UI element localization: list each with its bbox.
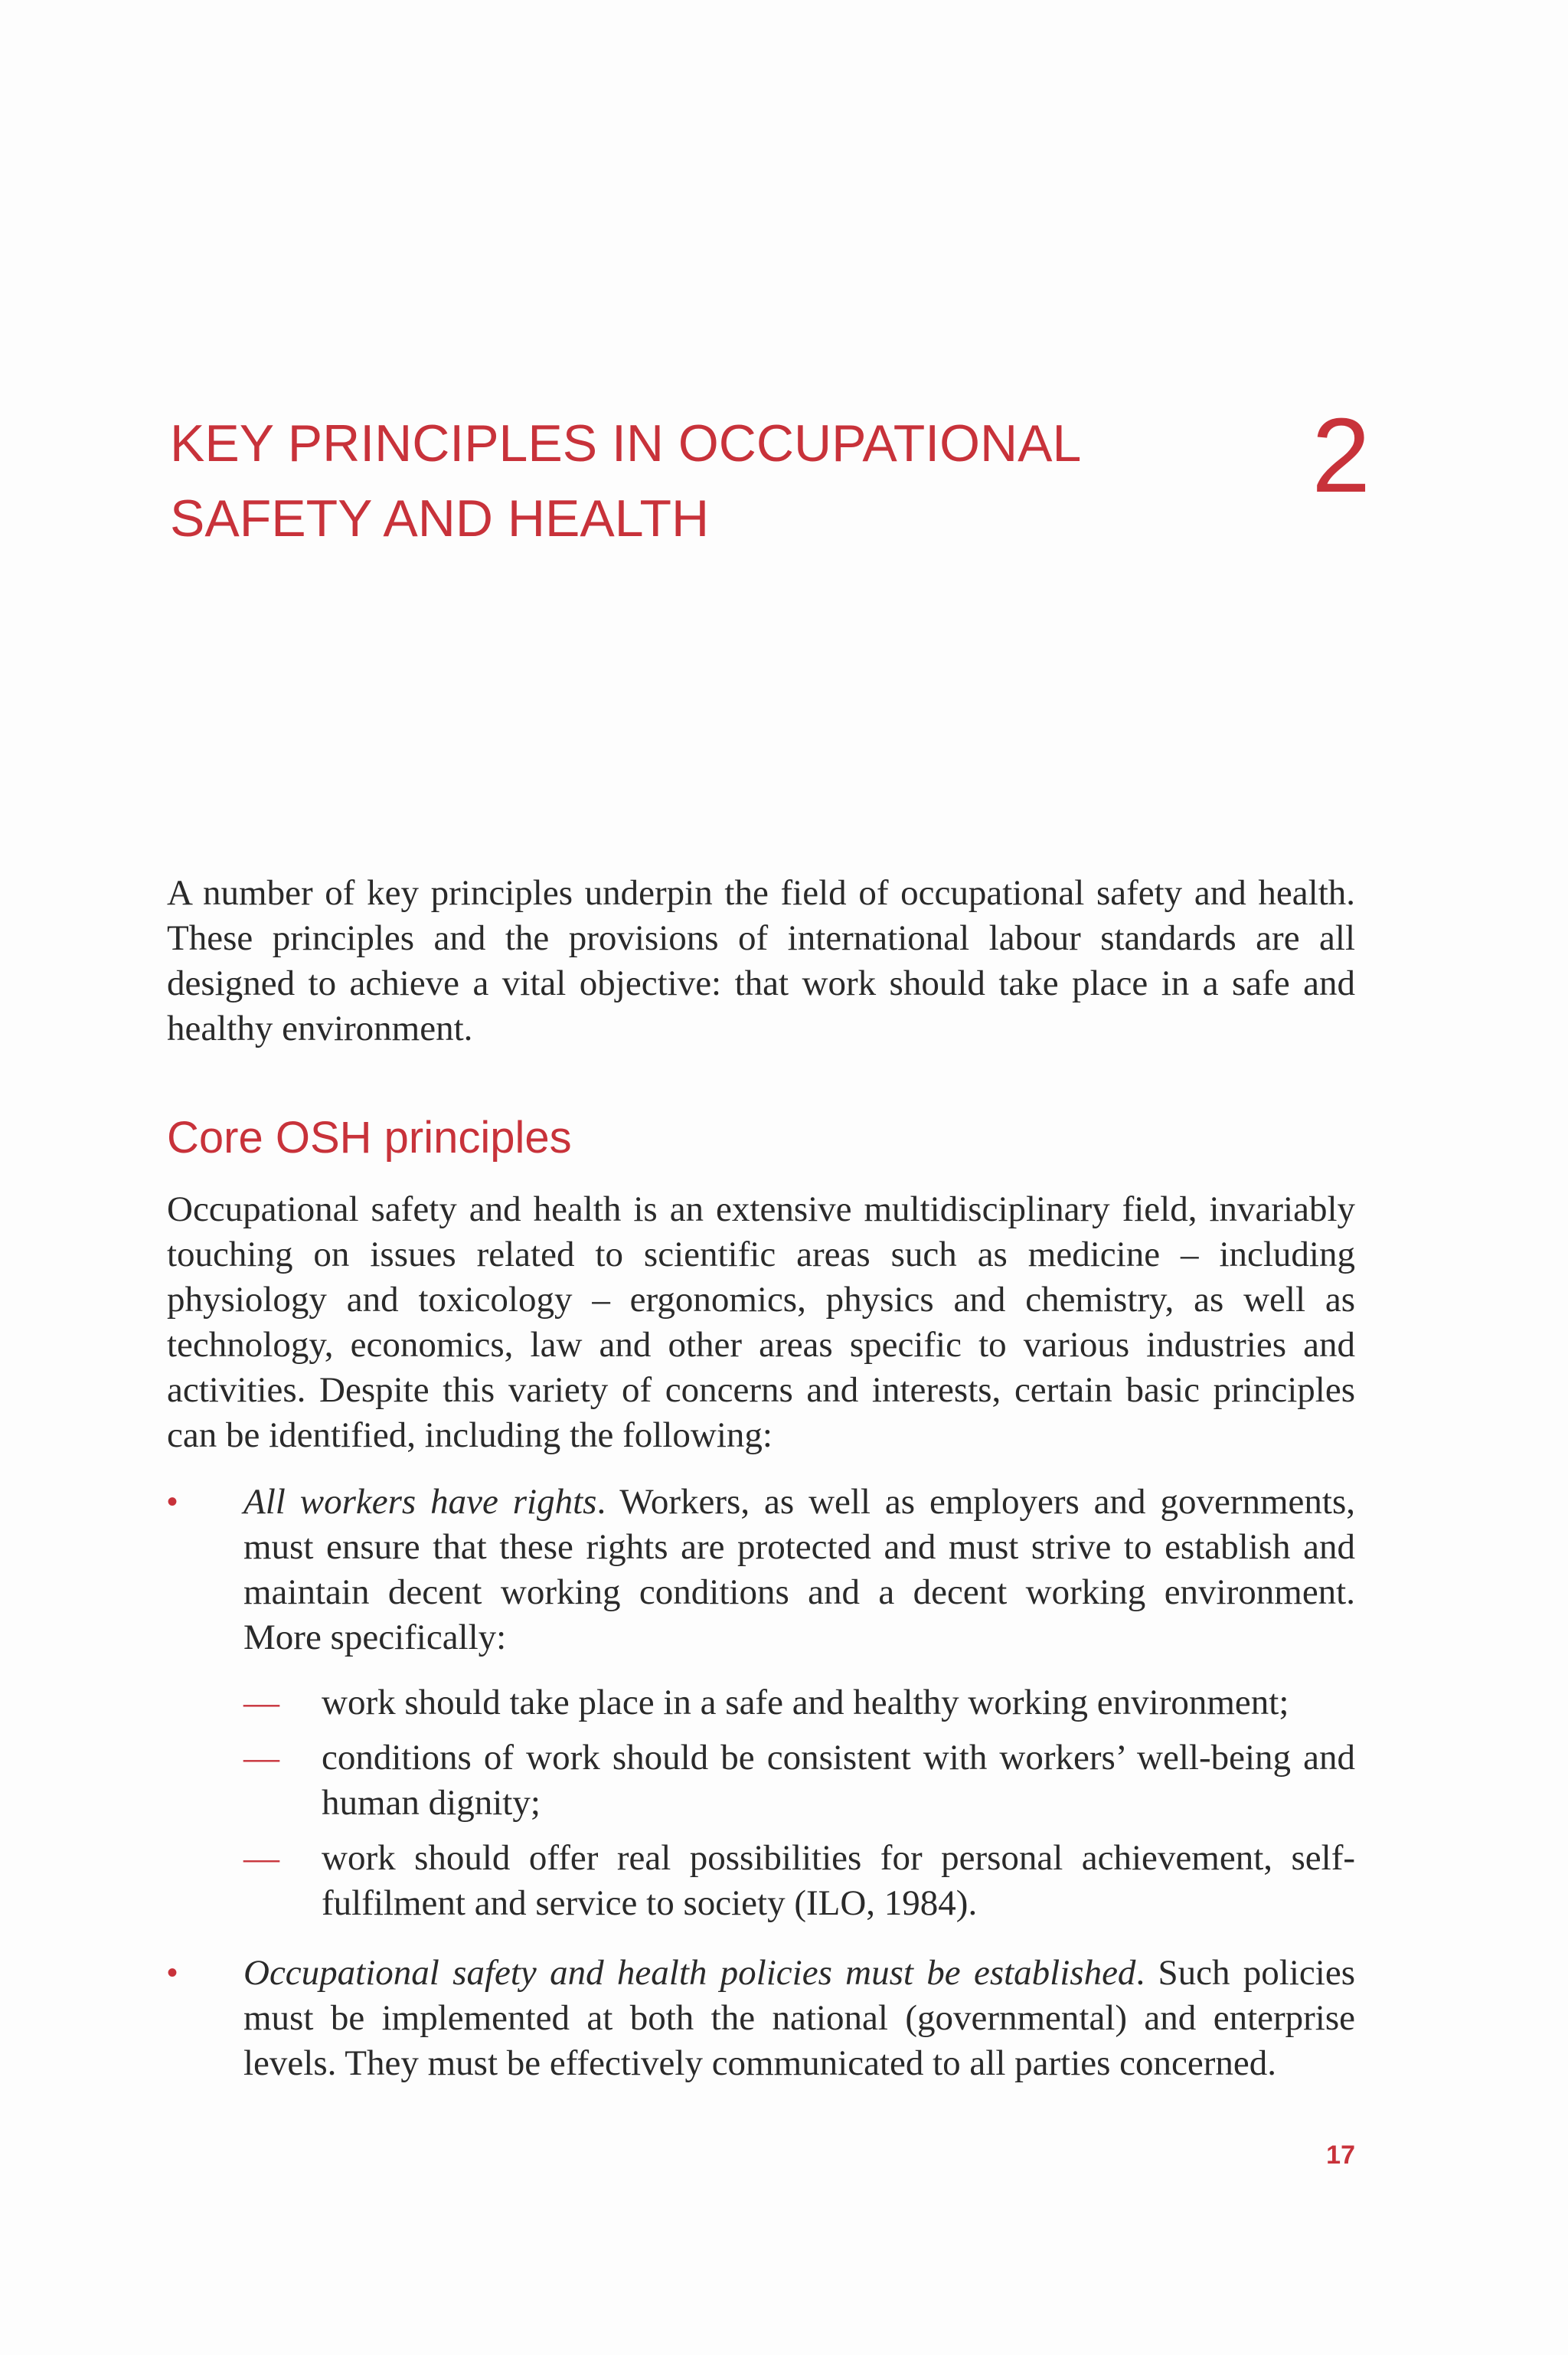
bullet-item-workers-rights <box>167 1480 1355 1660</box>
bullet-marker: • <box>167 1485 178 1519</box>
sub-item-text: work should offer real possibilities for personal achievement, self-fulfilment and service to society (ILO, 1984). <box>322 1838 1355 1923</box>
dash-marker: — <box>243 1683 279 1722</box>
bullet-lead-italic: Occupational safety and health policies must be established <box>243 1953 1136 1993</box>
intro-paragraph: A number of key principles underpin the field of occupational safety and health. These principles and the provisions of international labour standards are all designed to achieve a vital objective: that work should take place in a safe and healthy environment. <box>167 873 1355 1048</box>
dash-marker: — <box>243 1738 279 1778</box>
page-number: 17 <box>1326 2141 1355 2170</box>
bullet-text <box>243 1480 1355 1660</box>
chapter-title <box>170 406 1165 556</box>
chapter-title-line-2: SAFETY AND HEALTH <box>170 489 710 548</box>
bullet-item-osh-policies <box>167 1951 1355 2086</box>
bullet-marker: • <box>167 1956 178 1990</box>
bullet-body: . Such policies must be implemented at both the national (governmental) and enterprise levels. They must be effectively communicated to all parties concerned. <box>243 1953 1355 2083</box>
sub-item-text: work should take place in a safe and healthy working environment; <box>322 1683 1289 1722</box>
sub-item <box>243 1836 1355 1926</box>
sub-item-text: conditions of work should be consistent with workers’ well-being and human dignity; <box>322 1738 1355 1823</box>
chapter-title-line-1: KEY PRINCIPLES IN OCCUPATIONAL <box>170 414 1082 473</box>
section-heading: Core OSH principles <box>167 1113 572 1163</box>
sub-item <box>243 1680 1355 1725</box>
dash-marker: — <box>243 1838 279 1878</box>
bullet-text <box>243 1951 1355 2086</box>
bullet-body: . Workers, as well as employers and governments, must ensure that these rights are protected and must strive to establish and maintain decent working conditions and a decent working environment. More specifically: <box>243 1482 1355 1657</box>
chapter-number: 2 <box>1312 397 1370 515</box>
bullet-lead-italic: All workers have rights <box>243 1482 597 1522</box>
sub-item <box>243 1735 1355 1826</box>
section-paragraph: Occupational safety and health is an extensive multidisciplinary field, invariably touching on issues related to scientific areas such as medicine – including physiology and toxicology – ergonomics, physics and chemistry, as well as technology, economics, law and other areas specific to various industries and activities. Despite this variety of concerns and interests, certain basic principles can be identified, including the following: <box>167 1189 1355 1455</box>
